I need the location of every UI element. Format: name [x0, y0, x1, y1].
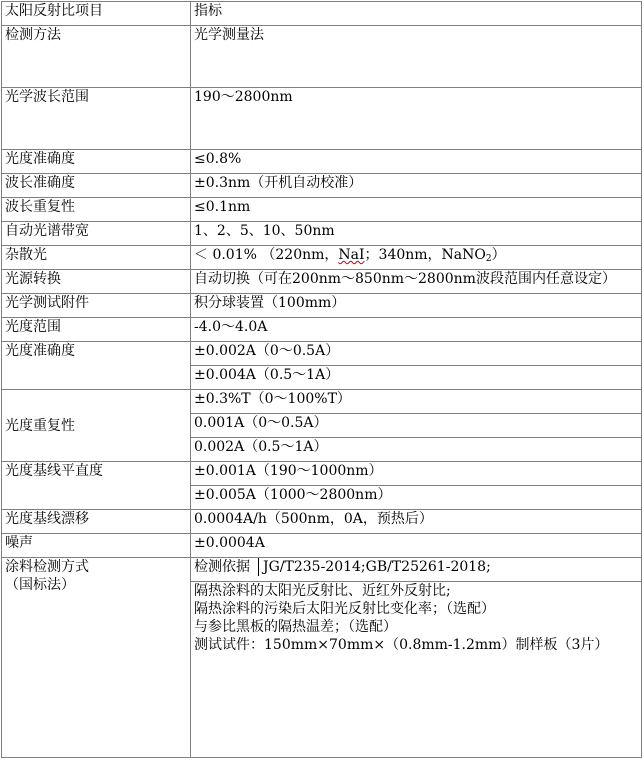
stray-light-mid: ；340nm，NaNO — [364, 247, 486, 263]
row-label: 波长重复性 — [2, 198, 191, 222]
coating-detail-line: 隔热涂料的污染后太阳光反射比变化率；（选配） — [194, 601, 495, 617]
coating-basis-cell — [191, 558, 642, 582]
row-label: 光学波长范围 — [2, 88, 191, 150]
row-label: 光度基线漂移 — [2, 510, 191, 534]
coating-detail-line: 与参比黑板的隔热温差；（选配） — [194, 619, 397, 635]
table-row — [2, 294, 642, 318]
row-value: ±0.001A（190～1000nm） — [191, 462, 642, 486]
table-row — [2, 26, 642, 88]
row-value: 0.0004A/h（500nm，0A，预热后） — [191, 510, 642, 534]
stray-light-value — [191, 246, 642, 270]
row-value: ±0.3%T（0～100%T） — [191, 390, 642, 414]
basis-label: 检测依据 — [194, 559, 250, 575]
row-value: ≤0.8% — [191, 150, 642, 174]
table-row — [2, 462, 642, 486]
row-label: 光度准确度 — [2, 342, 191, 390]
table-row — [2, 222, 642, 246]
row-label: 检测方法 — [2, 26, 191, 88]
table-row — [2, 2, 642, 26]
row-label: 杂散光 — [2, 246, 191, 270]
table-row — [2, 342, 642, 366]
table-row — [2, 198, 642, 222]
row-value: -4.0～4.0A — [191, 318, 642, 342]
table-row — [2, 510, 642, 534]
row-value: 自动切换（可在200nm～850nm～2800nm波段范围内任意设定） — [191, 270, 642, 294]
table-row — [2, 88, 642, 150]
coating-method-label — [2, 558, 191, 758]
table-row — [2, 318, 642, 342]
table-row — [2, 150, 642, 174]
row-label: 光度范围 — [2, 318, 191, 342]
row-value: 0.002A（0.5～1A） — [191, 438, 642, 462]
coating-detail-line: 隔热涂料的太阳光反射比、近红外反射比; — [194, 583, 451, 599]
row-value: 0.001A（0～0.5A） — [191, 414, 642, 438]
row-value: ±0.004A（0.5～1A） — [191, 366, 642, 390]
basis-value: JG/T235-2014;GB/T25261-2018; — [258, 558, 491, 576]
row-label: 自动光谱带宽 — [2, 222, 191, 246]
coating-details-cell — [191, 582, 642, 758]
row-value: 190～2800nm — [191, 88, 642, 150]
nai-text: NaI — [338, 247, 365, 263]
row-label: 光度准确度 — [2, 150, 191, 174]
spec-table — [1, 1, 642, 758]
table-row — [2, 534, 642, 558]
subscript-2: 2 — [485, 254, 492, 264]
header-spec-cell: 指标 — [191, 2, 642, 26]
row-label: 波长准确度 — [2, 174, 191, 198]
header-item-cell: 太阳反射比项目 — [2, 2, 191, 26]
stray-light-prefix: ＜ 0.01% （220nm， — [194, 247, 339, 263]
row-value: ±0.002A（0～0.5A） — [191, 342, 642, 366]
table-row — [2, 174, 642, 198]
table-row — [2, 270, 642, 294]
row-value: 光学测量法 — [191, 26, 642, 88]
table-row — [2, 246, 642, 270]
row-label: 噪声 — [2, 534, 191, 558]
coating-method-title: 涂料检测方式 — [5, 559, 89, 575]
coating-method-subtitle: （国标法） — [5, 577, 75, 593]
table-row — [2, 558, 642, 582]
row-label: 光学测试附件 — [2, 294, 191, 318]
row-value: ≤0.1nm — [191, 198, 642, 222]
row-label: 光度基线平直度 — [2, 462, 191, 510]
stray-light-suffix: ） — [491, 247, 506, 263]
row-value: ±0.0004A — [191, 534, 642, 558]
row-label: 光度重复性 — [2, 390, 191, 462]
row-value: ±0.3nm（开机自动校准） — [191, 174, 642, 198]
coating-detail-line: 测试试件：150mm×70mm×（0.8mm-1.2mm）制样板（3片） — [194, 637, 609, 653]
row-value: 1、2、5、10、50nm — [191, 222, 642, 246]
row-label: 光源转换 — [2, 270, 191, 294]
table-row — [2, 390, 642, 414]
row-value: 积分球装置（100mm） — [191, 294, 642, 318]
row-value: ±0.005A（1000～2800nm） — [191, 486, 642, 510]
